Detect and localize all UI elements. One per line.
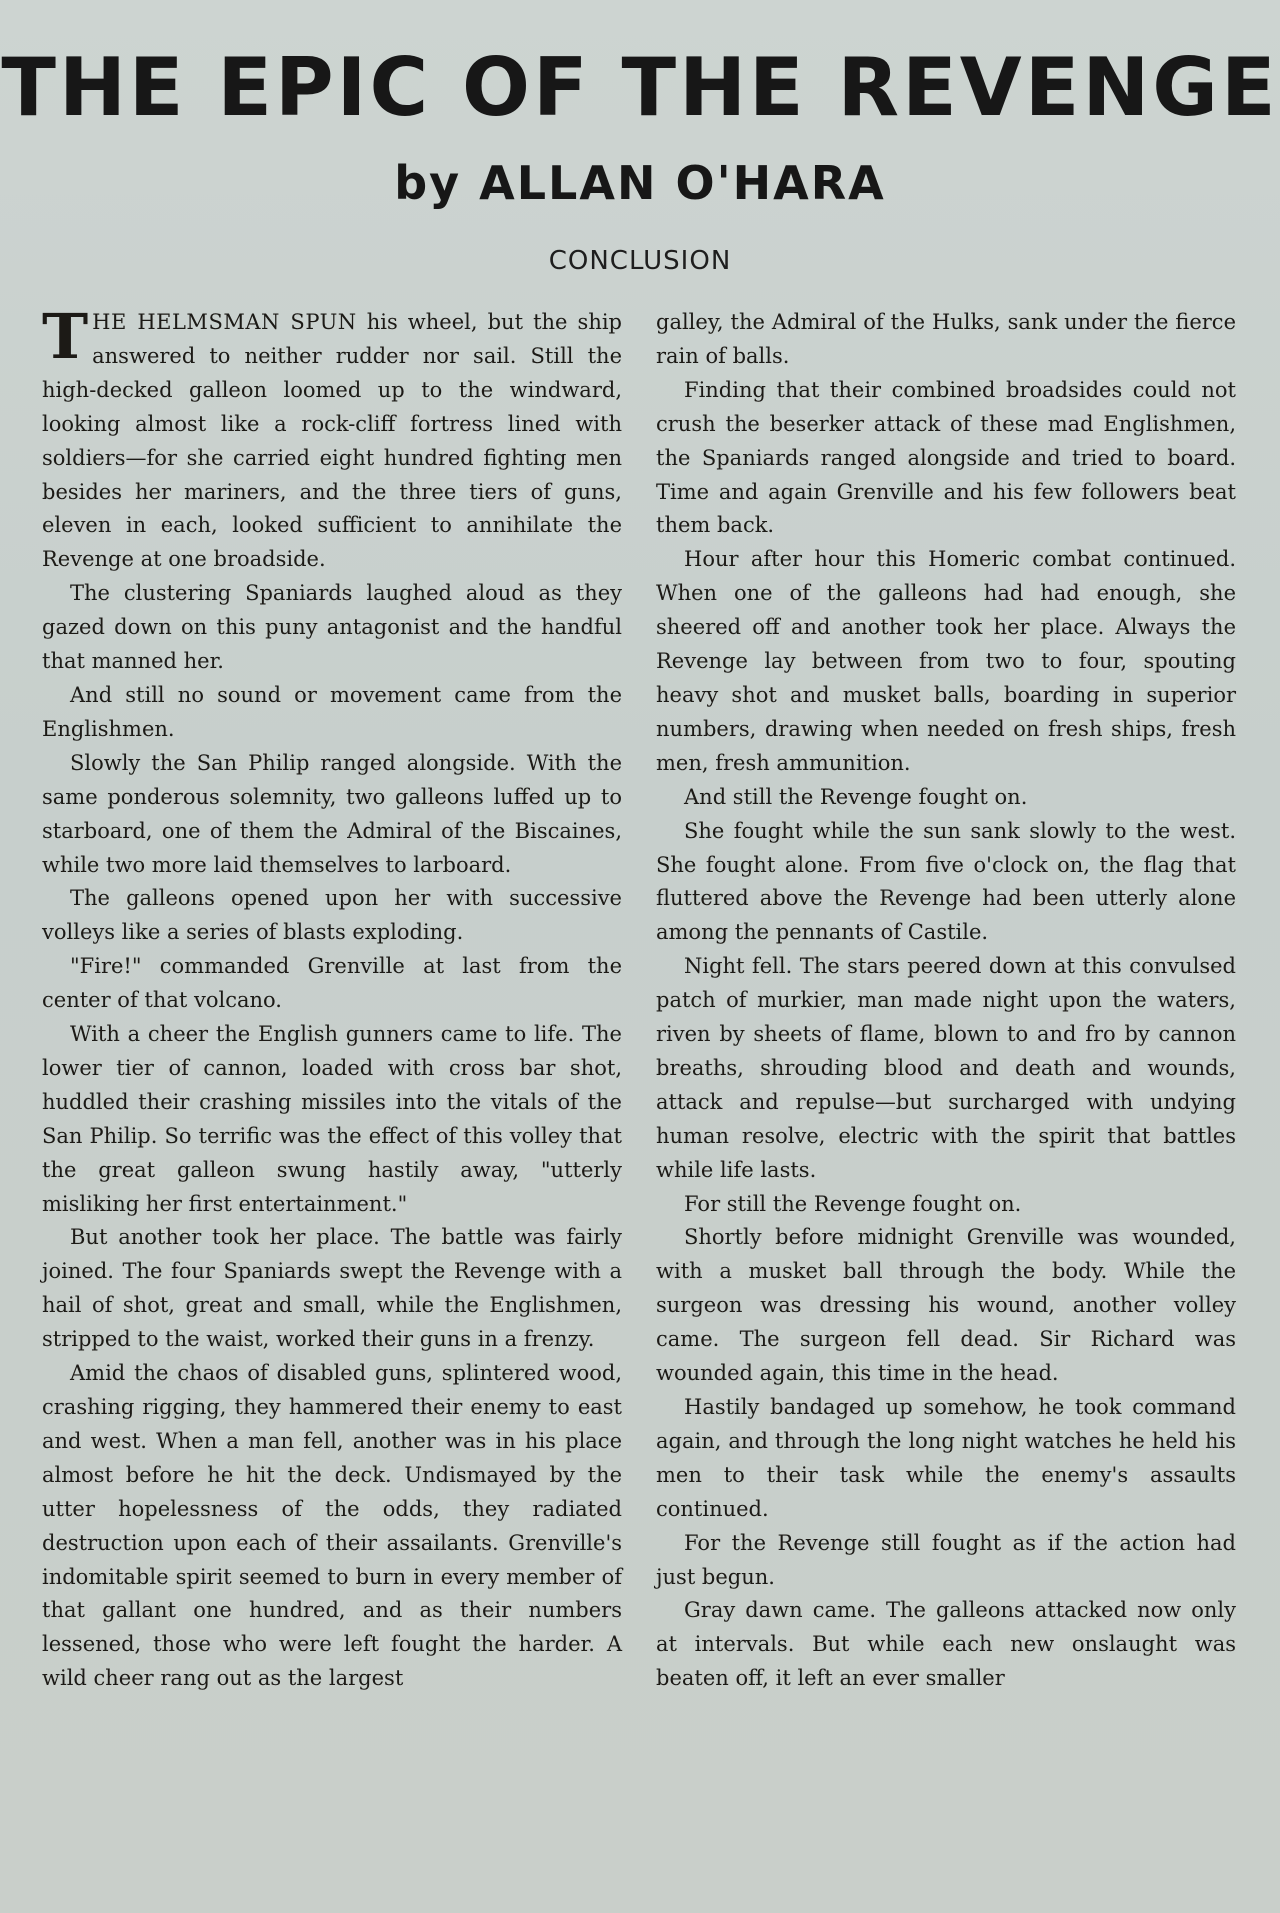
drop-cap: T xyxy=(42,300,89,373)
paragraph: Gray dawn came. The galleons attacked now only at intervals. But while each new onslaught was beaten off, it left an ever smaller xyxy=(656,1598,1236,1691)
paragraph: The galleons opened upon her with successive volleys like a series of blasts exploding. xyxy=(42,886,622,945)
article-subhead: CONCLUSION xyxy=(548,246,732,276)
paragraph: galley, the Admiral of the Hulks, sank under the fierce rain of balls. xyxy=(656,310,1236,368)
paragraph: But another took her place. The battle was fairly joined. The four Spaniards swept the Revenge with a hail of shot, great and small, while the Englishmen, stripped to the waist, worked their guns in a frenzy. xyxy=(42,1225,622,1352)
paragraph: Hastily bandaged up somehow, he took command again, and through the long night watches he held his men to their task while the enemy's assaults continued. xyxy=(656,1395,1236,1521)
paragraph: And still the Revenge fought on. xyxy=(684,784,1028,809)
left-column xyxy=(42,300,622,1696)
paragraph: For still the Revenge fought on. xyxy=(684,1191,1022,1216)
right-column xyxy=(656,306,1236,1696)
paragraph: Finding that their combined broadsides could not crush the beserker attack of these mad Englishmen, the Spaniards ranged alongside and tried to board. Time and again Grenville and his few followers beat them back. xyxy=(656,377,1236,538)
lead-in: HE HELMSMAN SPUN xyxy=(92,310,357,334)
paragraph: With a cheer the English gunners came to life. The lower tier of cannon, loaded with cross bar shot, huddled their crashing missiles into the vitals of the San Philip. So terrific was the effect of this volley that the great galleon swung hastily away, "utterly misliking her first entertainment." xyxy=(42,1022,622,1216)
paragraph: "Fire!" commanded Grenville at last from the center of that volcano. xyxy=(42,954,622,1013)
paragraph: Hour after hour this Homeric combat continued. When one of the galleons had had enough, she sheered off and another took her place. Always the Revenge lay between from two to four, spouting heavy shot and musket balls, boarding in superior numbers, drawing when needed on fresh ships, fresh men, fresh ammunition. xyxy=(656,547,1236,775)
paragraph: And still no sound or movement came from the Englishmen. xyxy=(42,682,622,741)
article-byline: by ALLAN O'HARA xyxy=(394,156,886,210)
paragraph: For the Revenge still fought as if the action had just begun. xyxy=(656,1530,1236,1589)
paragraph: Night fell. The stars peered down at this convulsed patch of murkier, man made night upon the waters, riven by sheets of flame, blown to and fro by cannon breaths, shrouding blood and death and wounds, attack and repulse—but surcharged with undying human resolve, electric with the spirit that battles while life lasts. xyxy=(656,954,1236,1182)
paragraph-text: his wheel, but the ship answered to neither rudder nor sail. Still the high-decked galleon loomed up to the windward, looking almost like a rock-cliff fortress lined with soldiers—for she carried eight hundred fighting men besides her mariners, and the three tiers of guns, eleven in each, looked sufficient to annihilate the Revenge at one broadside. xyxy=(42,310,622,572)
paragraph: Shortly before midnight Grenville was wounded, with a musket ball through the body. While the surgeon was dressing his wound, another volley came. The surgeon fell dead. Sir Richard was wounded again, this time in the head. xyxy=(656,1225,1236,1386)
article-title: THE EPIC OF THE REVENGE xyxy=(1,41,1279,134)
paragraph: The clustering Spaniards laughed aloud as they gazed down on this puny antagonist and the handful that manned her. xyxy=(42,581,622,674)
paragraph: She fought while the sun sank slowly to the west. She fought alone. From five o'clock on, the flag that fluttered above the Revenge had been utterly alone among the pennants of Castile. xyxy=(656,818,1236,945)
paragraph: Slowly the San Philip ranged alongside. With the same ponderous solemnity, two galleons luffed up to starboard, one of them the Admiral of the Biscaines, while two more laid themselves to larboard. xyxy=(42,750,622,877)
paragraph xyxy=(42,300,622,577)
paragraph: Amid the chaos of disabled guns, splintered wood, crashing rigging, they hammered their enemy to east and west. When a man fell, another was in his place almost before he hit the deck. Undismayed by the utter hopelessness of the odds, they radiated destruction upon each of their assailants. Grenville's indomitable spirit seemed to burn in every member of that gallant one hundred, and as their numbers lessened, those who were left fought the harder. A wild cheer rang out as the largest xyxy=(42,1361,622,1691)
